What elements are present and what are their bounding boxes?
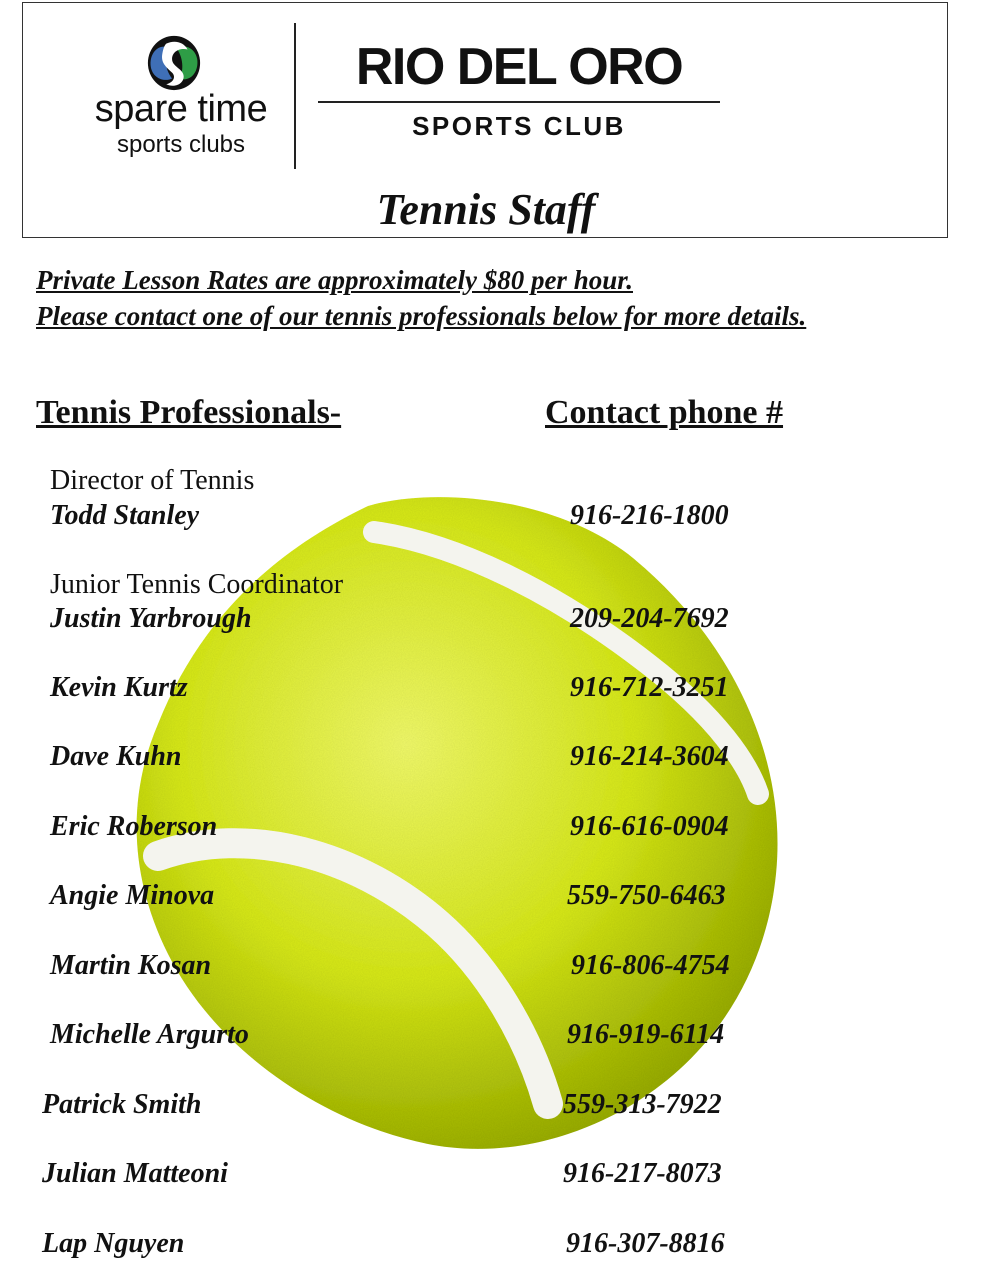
staff-name: Todd Stanley — [50, 500, 200, 531]
club-name: RIO DEL ORO — [355, 38, 683, 96]
staff-name: Dave Kuhn — [50, 741, 182, 772]
staff-phone: 916-214-3604 — [570, 741, 729, 772]
spare-time-logo-icon — [145, 34, 203, 92]
staff-phone: 916-616-0904 — [570, 811, 729, 842]
staff-phone: 559-750-6463 — [567, 880, 726, 911]
page-title: Tennis Staff — [376, 185, 596, 234]
column-header-professionals: Tennis Professionals- — [36, 394, 342, 431]
staff-name: Michelle Argurto — [50, 1019, 249, 1050]
staff-phone: 209-204-7692 — [570, 603, 729, 634]
staff-phone: 916-919-6114 — [567, 1019, 725, 1050]
staff-name: Patrick Smith — [42, 1089, 202, 1120]
staff-role: Director of Tennis — [50, 465, 255, 496]
staff-phone: 916-806-4754 — [571, 950, 730, 981]
header-divider — [294, 23, 296, 169]
staff-name: Lap Nguyen — [42, 1228, 185, 1259]
club-rule — [318, 101, 720, 103]
staff-name: Martin Kosan — [50, 950, 212, 981]
column-header-phone: Contact phone # — [545, 394, 784, 431]
brand-sub: sports clubs — [116, 131, 246, 158]
staff-phone: 916-217-8073 — [563, 1158, 722, 1189]
staff-name: Angie Minova — [50, 880, 215, 911]
staff-name: Kevin Kurtz — [50, 672, 188, 703]
notice-rates: Private Lesson Rates are approximately $80 per hour. — [36, 265, 633, 295]
staff-phone: 916-216-1800 — [570, 500, 729, 531]
staff-name: Julian Matteoni — [42, 1158, 228, 1189]
staff-phone: 916-712-3251 — [570, 672, 729, 703]
staff-role: Junior Tennis Coordinator — [50, 569, 344, 600]
staff-name: Eric Roberson — [50, 811, 218, 842]
header-box — [22, 2, 948, 238]
staff-name: Justin Yarbrough — [50, 603, 252, 634]
notice-contact: Please contact one of our tennis professionals below for more details. — [36, 301, 807, 331]
brand-main: spare time — [94, 88, 268, 130]
staff-phone: 916-307-8816 — [566, 1228, 725, 1259]
staff-phone: 559-313-7922 — [563, 1089, 722, 1120]
club-subtitle: SPORTS CLUB — [412, 111, 626, 141]
